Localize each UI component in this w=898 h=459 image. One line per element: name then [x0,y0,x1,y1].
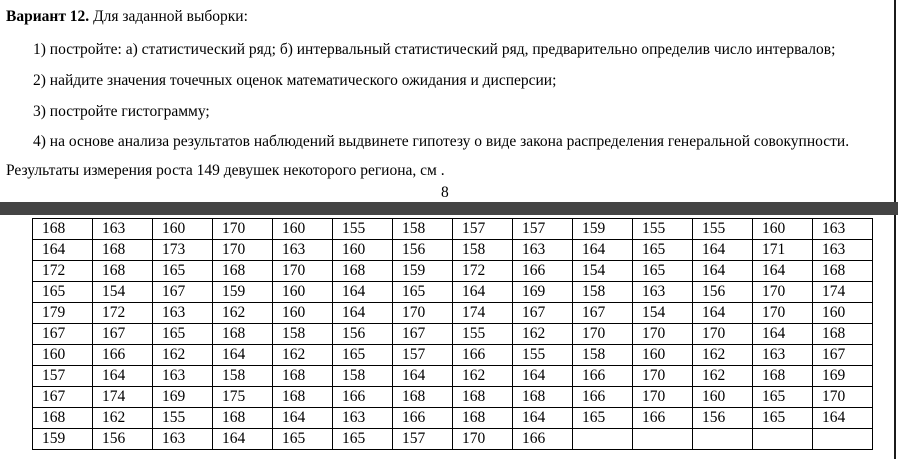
table-cell: 155 [513,345,573,366]
table-cell: 173 [153,240,213,261]
table-cell: 158 [393,219,453,240]
table-cell: 154 [573,261,633,282]
table-cell: 155 [333,219,393,240]
table-cell: 164 [693,303,753,324]
table-cell: 165 [753,387,813,408]
table-cell: 164 [213,345,273,366]
table-cell: 164 [753,261,813,282]
table-cell: 163 [153,429,213,450]
table-cell: 170 [453,429,513,450]
table-cell: 163 [153,303,213,324]
table-cell: 170 [753,303,813,324]
table-cell: 156 [333,324,393,345]
table-cell: 164 [273,408,333,429]
table-cell: 165 [633,240,693,261]
table-cell: 156 [93,429,153,450]
table-cell: 164 [33,240,93,261]
table-cell: 156 [693,282,753,303]
table-cell: 168 [453,387,513,408]
table-cell: 168 [393,387,453,408]
assignment-heading [6,8,248,26]
table-cell: 160 [153,219,213,240]
table-cell: 166 [573,366,633,387]
table-cell: 168 [333,261,393,282]
task-item-1: 1) постройте: а) статистический ряд; б) интервальный статистический ряд, предварительно определив число интервалов; [33,41,836,58]
table-row [33,366,873,387]
table-cell: 159 [213,282,273,303]
task-item-2: 2) найдите значения точечных оценок математического ожидания и дисперсии; [33,72,557,89]
table-cell: 165 [153,261,213,282]
table-cell: 164 [753,324,813,345]
table-cell: 168 [93,240,153,261]
table-cell: 165 [153,324,213,345]
table-cell: 157 [393,429,453,450]
table-row [33,303,873,324]
table-cell: 162 [693,366,753,387]
table-cell: 160 [693,387,753,408]
table-cell: 158 [573,345,633,366]
table-cell: 162 [273,345,333,366]
table-row [33,324,873,345]
table-cell: 162 [93,408,153,429]
table-cell: 164 [93,366,153,387]
table-cell: 170 [633,366,693,387]
page-number: 8 [441,184,449,201]
table-cell: 165 [333,345,393,366]
table-cell: 168 [453,408,513,429]
table-cell: 165 [273,429,333,450]
variant-label: Вариант 12. [6,8,90,25]
table-cell: 157 [33,366,93,387]
table-cell: 163 [333,408,393,429]
table-cell: 160 [273,219,333,240]
table-cell: 170 [213,219,273,240]
table-cell: 168 [93,261,153,282]
document-page-top [0,0,896,202]
table-cell: 155 [153,408,213,429]
table-cell: 171 [753,240,813,261]
task-item-3: 3) постройте гистограмму; [33,103,210,120]
table-cell: 164 [513,366,573,387]
table-cell: 170 [273,261,333,282]
table-cell: 165 [633,261,693,282]
table-cell: 163 [153,366,213,387]
table-cell: 168 [813,261,873,282]
table-cell [693,429,753,450]
table-cell: 168 [33,408,93,429]
table-cell: 160 [753,219,813,240]
table-cell: 164 [693,240,753,261]
table-cell: 175 [213,387,273,408]
table-cell: 170 [393,303,453,324]
table-cell: 155 [633,219,693,240]
table-cell: 159 [393,261,453,282]
table-cell: 164 [453,282,513,303]
table-cell: 162 [693,345,753,366]
table-cell: 170 [633,324,693,345]
table-cell: 156 [393,240,453,261]
table-cell: 164 [333,282,393,303]
table-cell: 162 [153,345,213,366]
table-cell: 169 [813,366,873,387]
table-cell: 164 [393,366,453,387]
table-cell: 165 [393,282,453,303]
table-row [33,240,873,261]
table-cell: 170 [213,240,273,261]
table-cell: 174 [453,303,513,324]
task-item-4: 4) на основе анализа результатов наблюдений выдвинете гипотезу о виде закона распределения генеральной совокупности. [33,133,850,150]
table-cell: 168 [753,366,813,387]
table-cell: 158 [573,282,633,303]
table-cell: 179 [33,303,93,324]
data-description: Результаты измерения роста 149 девушек некоторого региона, см . [6,162,445,179]
table-cell: 160 [33,345,93,366]
table-cell: 160 [813,303,873,324]
table-cell: 154 [93,282,153,303]
table-cell: 157 [393,345,453,366]
table-cell: 165 [753,408,813,429]
table-cell: 162 [453,366,513,387]
table-row [33,387,873,408]
table-cell: 159 [573,219,633,240]
table-cell: 164 [213,429,273,450]
table-cell: 168 [513,387,573,408]
table-cell: 157 [513,219,573,240]
table-cell: 164 [513,408,573,429]
table-cell: 167 [813,345,873,366]
table-cell: 162 [513,324,573,345]
table-cell: 170 [693,324,753,345]
table-cell [633,429,693,450]
table-cell: 170 [753,282,813,303]
table-cell: 159 [33,429,93,450]
table-cell: 170 [573,324,633,345]
table-cell: 170 [813,387,873,408]
table-cell: 168 [273,387,333,408]
table-cell: 165 [33,282,93,303]
table-cell: 167 [33,387,93,408]
table-cell: 167 [513,303,573,324]
table-cell: 174 [813,282,873,303]
table-cell: 160 [333,240,393,261]
table-cell: 166 [93,345,153,366]
table-cell: 158 [453,240,513,261]
table-cell: 163 [813,219,873,240]
assignment-intro: Для заданной выборки: [93,8,248,25]
table-cell: 154 [633,303,693,324]
table-cell: 166 [453,345,513,366]
table-cell: 163 [93,219,153,240]
table-cell [813,429,873,450]
table-cell: 163 [813,240,873,261]
table-cell: 164 [333,303,393,324]
table-cell: 168 [273,366,333,387]
measurements-table [32,218,873,450]
table-cell: 172 [453,261,513,282]
table-cell [753,429,813,450]
table-row [33,282,873,303]
table-cell: 163 [633,282,693,303]
table-cell: 164 [693,261,753,282]
table-cell: 169 [513,282,573,303]
table-cell: 157 [453,219,513,240]
table-cell: 168 [33,219,93,240]
table-cell: 170 [633,387,693,408]
table-cell: 156 [693,408,753,429]
table-cell: 166 [393,408,453,429]
measurements-table-body [33,219,873,450]
table-cell: 169 [153,387,213,408]
table-cell: 165 [333,429,393,450]
table-cell: 160 [633,345,693,366]
table-cell: 155 [693,219,753,240]
table-cell: 166 [513,261,573,282]
page-break [0,202,898,215]
table-cell: 168 [213,261,273,282]
table-cell: 168 [213,324,273,345]
table-cell: 168 [213,408,273,429]
table-row [33,261,873,282]
table-cell: 166 [513,429,573,450]
table-cell: 168 [813,324,873,345]
table-cell: 172 [33,261,93,282]
table-cell: 158 [273,324,333,345]
table-cell: 163 [273,240,333,261]
table-row [33,345,873,366]
table-cell: 158 [333,366,393,387]
table-row [33,429,873,450]
table-cell: 167 [573,303,633,324]
table-cell: 172 [93,303,153,324]
table-cell: 174 [93,387,153,408]
table-cell: 160 [273,303,333,324]
table-cell: 167 [33,324,93,345]
table-cell: 163 [753,345,813,366]
table-cell: 167 [153,282,213,303]
table-cell: 167 [93,324,153,345]
table-cell: 167 [393,324,453,345]
table-row [33,408,873,429]
table-cell: 166 [333,387,393,408]
table-cell: 166 [633,408,693,429]
table-row [33,219,873,240]
table-cell: 155 [453,324,513,345]
table-cell [573,429,633,450]
table-cell: 162 [213,303,273,324]
table-cell: 158 [213,366,273,387]
table-cell: 164 [813,408,873,429]
table-cell: 163 [513,240,573,261]
table-cell: 165 [573,408,633,429]
table-cell: 160 [273,282,333,303]
table-cell: 164 [573,240,633,261]
table-cell: 166 [573,387,633,408]
